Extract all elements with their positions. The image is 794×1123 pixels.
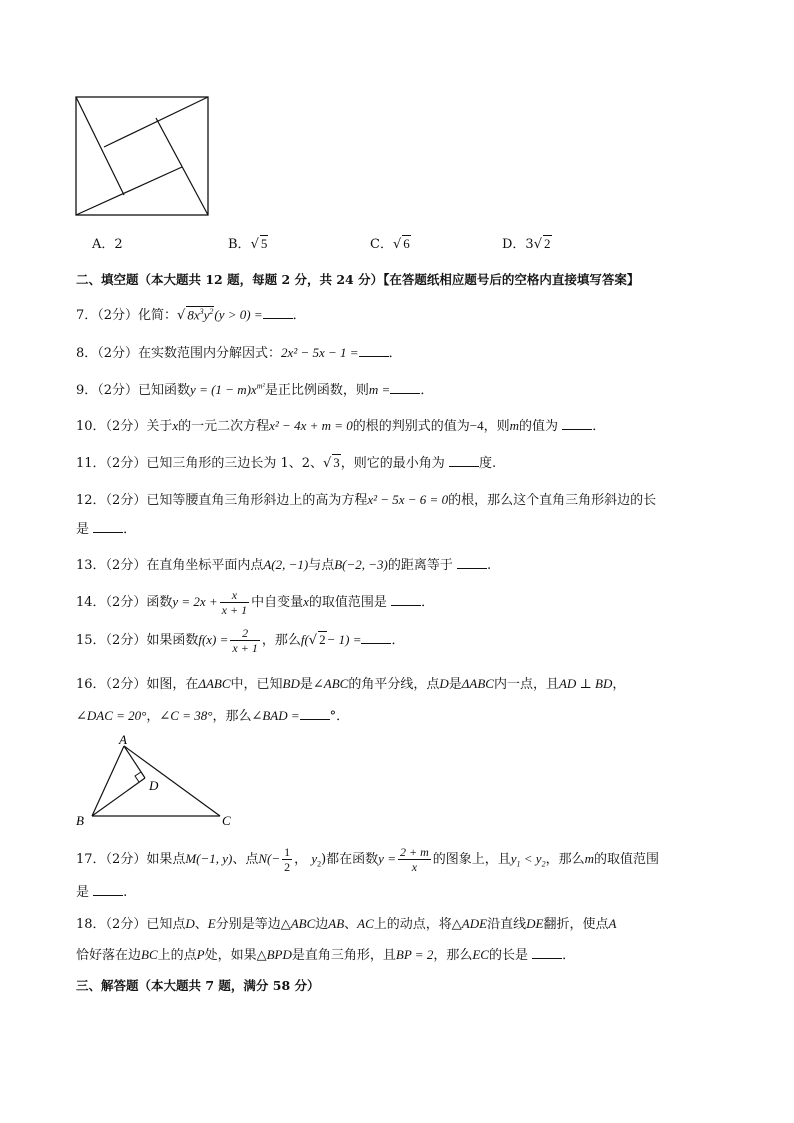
section-2-title: 二、填空题（本大题共 12 题，每题 2 分，共 24 分）【在答题纸相应题号后的空格内直接填写答案】: [76, 272, 640, 287]
q13-point-b: B(−2, −3): [334, 557, 388, 572]
q16-text: ，: [612, 677, 626, 692]
q13-text3: 的距离等于: [387, 558, 453, 573]
right-angle-mark: [135, 772, 141, 782]
question-13: 13．（2分）在直角坐标平面内点A(2, −1)与点B(−2, −3)的距离等于 .: [76, 557, 492, 573]
q7-prefix: 7．（2分）化简：: [76, 308, 178, 323]
q17-m: m: [584, 851, 594, 866]
q15-numerator: 2: [230, 626, 259, 641]
q14-numerator: x: [220, 588, 249, 603]
q10-expr: x² − 4x + m = 0: [269, 418, 353, 433]
answer-blank[interactable]: [93, 883, 123, 896]
q18-text: ，那么: [433, 948, 473, 963]
answer-blank[interactable]: [532, 946, 562, 959]
question-12-line2: 是 ．: [76, 522, 137, 537]
q16-text: 的角平分线，点: [348, 677, 440, 692]
q17-line2: 是: [76, 885, 90, 900]
q18-ac: AC: [357, 916, 374, 931]
q10-text3: 的根的判别式的值为: [352, 419, 470, 434]
q17-text: 的取值范围: [593, 852, 659, 867]
q11-text3: 度.: [478, 456, 497, 471]
label-b: B: [76, 813, 84, 828]
sqrt-icon: √: [177, 308, 186, 323]
q18-text: 的长是: [488, 948, 528, 963]
q17-text: ，: [294, 852, 308, 867]
q18-text: 、: [344, 917, 358, 932]
q10-text2: 的一元二次方程: [178, 419, 270, 434]
segment-ad: [124, 746, 145, 778]
q8-expr: 2x² − 5x − 1 =: [281, 345, 359, 360]
q12-text2: 的根，那么这个直角三角形斜边的长: [448, 493, 657, 508]
sqrt-icon: √: [308, 633, 318, 648]
option-b-value: 5: [260, 236, 268, 251]
q17-text: 、点: [232, 852, 259, 867]
q18-a: A: [608, 916, 617, 931]
q9-prefix: 9．（2分）已知函数: [76, 383, 191, 398]
q12-line2: 是: [76, 522, 90, 537]
q14-denominator: x + 1: [221, 603, 248, 617]
q15-radicand: 2: [319, 632, 326, 647]
sqrt-icon: √: [250, 237, 259, 252]
q14-var: x: [303, 594, 309, 609]
q14-text2: 中自变量: [251, 595, 304, 610]
question-18-line2: 恰好落在边BC上的点P处，如果△BPD是直角三角形，且BP = 2，那么EC的长是 ．: [76, 947, 576, 963]
question-17: 17．（2分）如果点M(−1, y)、点N(− $\frac{1}{2}$ ， $y_2$)都在函数y = $\frac{2 + m}{x}$ 的图象上，且$y_1 < y_2$，那么m的取值范围: [76, 845, 659, 874]
sqrt-icon: √: [533, 237, 542, 252]
q17-text: ，那么: [545, 852, 585, 867]
q16-angle-dac: ∠DAC = 20°: [76, 708, 147, 723]
q12-expr: x² − 5x − 6 = 0: [367, 492, 449, 507]
q17-text: 17．（2分）如果点: [76, 852, 186, 867]
q18-text: 18．（2分）已知点: [76, 917, 186, 932]
question-8: 8．（2分）在实数范围内分解因式：2x² − 5x − 1 = ．: [76, 345, 402, 361]
q10-text4: ，则: [483, 419, 510, 434]
q14-text1: 14．（2分）函数: [76, 595, 173, 610]
q16-triangle: ΔABC: [198, 676, 231, 691]
q16-point-d: D: [439, 676, 449, 691]
q17-condition: $y_1 < y_2$: [510, 851, 546, 869]
q17-n-numerator: 1: [284, 845, 291, 859]
q17-denominator: x: [411, 860, 418, 874]
q17-point-m: M(−1, y): [185, 851, 233, 866]
q18-p: P: [196, 947, 205, 962]
q18-text: 上的点: [157, 948, 197, 963]
q17-fraction: [398, 845, 431, 874]
q16-angle-abc: ∠ABC: [312, 676, 349, 691]
q8-prefix: 8．（2分）在实数范围内分解因式：: [76, 346, 282, 361]
q15-f3: − 1) =: [326, 632, 362, 647]
q16-degree: °．: [329, 709, 350, 724]
option-a: A．2: [92, 237, 123, 252]
q16-triangle: ΔABC: [461, 676, 494, 691]
sqrt-icon: √: [392, 237, 402, 252]
q17-y2: y: [311, 851, 318, 866]
question-18: [76, 913, 616, 932]
question-15: 15．（2分）如果函数f(x) = $\frac{2}{x + 1}$ ，那么f(√ 2− 1) = ．: [76, 626, 405, 655]
q16-bd: BD: [282, 676, 300, 691]
q18-text: 沿直线: [487, 917, 527, 932]
q15-f2: f(: [300, 632, 309, 647]
question-9: 9．（2分）已知函数$y = (1 - m)x^{m^2}$是正比例函数，则m = ．: [76, 381, 434, 398]
option-c-value: 6: [403, 236, 410, 251]
q12-text1: 12．（2分）已知等腰直角三角形斜边上的高为方程: [76, 493, 368, 508]
q10-text1: 10．（2分）关于: [76, 419, 173, 434]
q11-radicand: 3: [333, 455, 340, 470]
q18-text: 处，如果△: [204, 948, 267, 963]
q17-n-fraction: [282, 845, 292, 874]
q16-angle-bad: ∠BAD =: [251, 708, 300, 723]
q18-text: 翻折，使点: [543, 917, 609, 932]
q18-abc: ABC: [290, 916, 316, 931]
q9-mid: 是正比例函数，则: [264, 383, 369, 398]
q18-text: 是直角三角形，且: [291, 948, 396, 963]
question-7: 7．（2分）化简：√ $8x^3y^2(y > 0)$ = ．: [76, 306, 306, 323]
label-c: C: [222, 813, 231, 828]
label-a: A: [119, 732, 127, 747]
q18-bc: BC: [141, 947, 158, 962]
q18-ade: ADE: [461, 916, 488, 931]
q9-var: m =: [368, 382, 391, 397]
q13-point-a: A(2, −1): [263, 557, 309, 572]
q17-numerator: 2 + m: [399, 845, 429, 859]
q15-text1: 15．（2分）如果函数: [76, 633, 199, 648]
q15-denominator: x + 1: [232, 641, 258, 655]
q18-ec: EC: [472, 947, 489, 962]
question-10: 10．（2分）关于x的一元二次方程x² − 4x + m = 0的根的判别式的值为−4，则m的值为 ．: [76, 418, 606, 434]
q7-radicand: $8x^3y^2$: [187, 306, 214, 322]
q18-text: 上的动点，将△: [373, 917, 462, 932]
q18-bp: BP = 2: [395, 947, 434, 962]
q15-text2: ，那么: [261, 633, 301, 648]
q17-n-denominator: 2: [284, 860, 291, 874]
option-d-label: D．3: [502, 237, 534, 252]
q18-de: DE: [526, 916, 544, 931]
q18-text: 边: [315, 917, 329, 932]
question-14: 14．（2分）函数y = 2x + $\frac{x}{x + 1}$ 中自变量x的取值范围是 ．: [76, 588, 435, 617]
q10-text5: 的值为: [519, 419, 559, 434]
q13-text2: 与点: [308, 558, 335, 573]
q16-text: 是: [448, 677, 462, 692]
q9-expr: y = (1 − m)x: [190, 382, 257, 397]
q18-text: 恰好落在边: [76, 948, 142, 963]
q14-expr: y = 2x +: [172, 594, 218, 609]
question-17-line2: 是 .: [76, 885, 128, 900]
q11-text2: ，则它的最小角为: [340, 456, 445, 471]
q18-ab: AB: [328, 916, 345, 931]
sqrt-icon: √: [323, 456, 332, 471]
q18-text: 分别是等边△: [215, 917, 291, 932]
q17-text: 的图象上，且: [432, 852, 511, 867]
q11-text1: 11．（2分）已知三角形的三边长为 1、2、: [76, 456, 323, 471]
q16-angle-c: ∠C = 38°: [159, 708, 213, 723]
q14-text3: 的取值范围是: [308, 595, 387, 610]
q17-point-n: N(−: [258, 851, 281, 866]
option-c-label: C．: [370, 237, 393, 252]
q7-rest: (y > 0) =: [214, 307, 263, 322]
q7-expr: 8x: [187, 307, 200, 322]
label-d: D: [149, 778, 159, 793]
q16-text: 内一点，且: [493, 677, 559, 692]
section-3-title: 三、解答题（本大题共 7 题，满分 58 分）: [76, 978, 320, 993]
q18-bpd: BPD: [266, 947, 292, 962]
q18-d: D: [185, 916, 195, 931]
q10-val: −4: [469, 418, 484, 433]
q16-text: 是: [299, 677, 313, 692]
segment-bd: [92, 778, 145, 816]
q17-text: )都在函数: [321, 852, 379, 867]
q16-text: ，那么: [212, 709, 252, 724]
q16-text: 中，已知: [230, 677, 283, 692]
q17-fy: y =: [378, 851, 396, 866]
q17-cond-y1: y: [510, 851, 517, 866]
option-b-label: B．: [228, 237, 251, 252]
q18-text: 、: [194, 917, 208, 932]
option-d-value: 2: [544, 236, 551, 251]
q13-text1: 13．（2分）在直角坐标平面内点: [76, 558, 264, 573]
q16-perp: AD ⊥ BD: [558, 676, 613, 691]
q16-text: ，: [146, 709, 160, 724]
q15-fx: f(x) =: [198, 632, 229, 647]
q16-text: 16．（2分）如图，在: [76, 677, 199, 692]
q18-e: E: [207, 916, 216, 931]
side-ab: [92, 746, 124, 816]
